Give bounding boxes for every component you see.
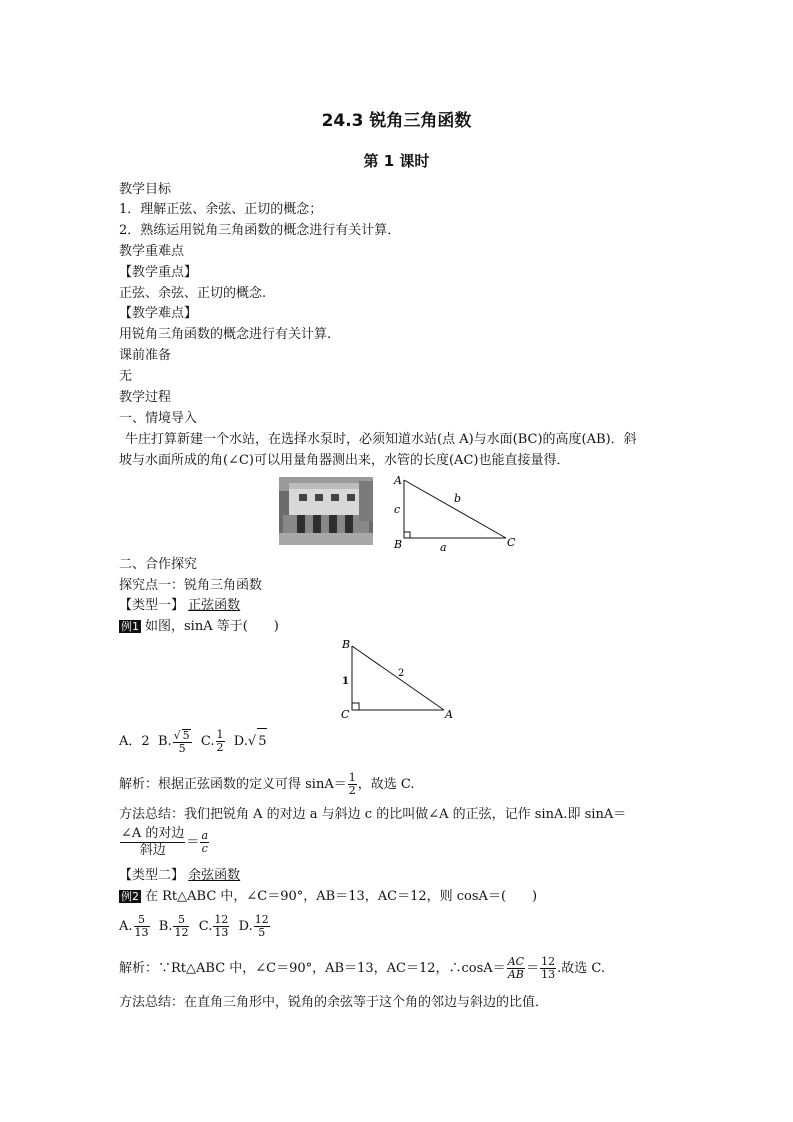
example-1-analysis: 解析：根据正弦函数的定义可得 sinA＝ $\frac{1}{2}$ ，故选 C.: [119, 771, 415, 797]
example-1-tag: 例1: [121, 620, 139, 633]
figure2-hypotenuse-label: 2: [398, 668, 405, 679]
figure1-label-c: c: [394, 503, 401, 516]
figure2-label-B: B: [342, 638, 351, 651]
prep-heading: 课前准备: [119, 348, 172, 363]
type1-label: 【类型一】: [119, 598, 185, 613]
figure2-leg-label: 1: [342, 676, 349, 687]
choice-b-fraction: $\frac{√ 5}{5}$: [173, 728, 190, 755]
goal-item-2: 2．熟练运用锐角三角函数的概念进行有关计算．: [119, 223, 401, 238]
choice-a: A．2: [119, 734, 150, 749]
prep-text: 无: [119, 369, 133, 384]
goal-item-1: 1．理解正弦、余弦、正切的概念；: [119, 202, 323, 217]
figure1-label-A: A: [394, 474, 402, 487]
key-point-label: 【教学重点】: [119, 265, 198, 280]
intro-paragraph-line-1: 牛庄打算新建一个水站，在选择水泵时，必须知道水站(点 A)与水面(BC)的高度(AB)．斜: [125, 432, 637, 447]
example-1: [119, 618, 279, 636]
example-1-method-line-1: 方法总结：我们把锐角 A 的对边 a 与斜边 c 的比叫做∠A 的正弦，记作 sinA.即 sinA＝: [119, 807, 627, 822]
page-title: 24.3 锐角三角函数: [321, 111, 472, 131]
process-heading: 教学过程: [119, 390, 172, 405]
explore-heading: 探究点一：锐角三角函数: [119, 578, 263, 593]
choice-d-radicand: 5: [257, 728, 267, 755]
figure1-label-B: B: [394, 538, 403, 551]
figure1-label-b: b: [454, 492, 462, 505]
pump-station-photo: [279, 477, 373, 545]
example-2-tag: 例2: [121, 890, 139, 903]
figure2-label-A: A: [445, 708, 453, 721]
difficulty-text: 用锐角三角函数的概念进行有关计算.: [119, 327, 332, 342]
example-1-choices: A．2 B. $\frac{√ 5}{5}$ C. $\frac{1}{2}$ D.√ 5: [119, 728, 267, 755]
type2-heading: [119, 867, 240, 885]
figure1-label-C: C: [507, 536, 516, 549]
example-1-text: 如图，sinA 等于( ): [145, 619, 279, 634]
key-point-text: 正弦、余弦、正切的概念.: [119, 286, 267, 301]
figure2-label-C: C: [341, 708, 350, 721]
example-2: [119, 888, 537, 906]
choice-c: C.: [200, 734, 215, 749]
example-1-method-formula: $\frac{\text{∠A 的对边}}{\text{斜边}}$ ＝ $\frac{a}{c}$: [121, 826, 208, 858]
key-heading: 教学重难点: [119, 244, 185, 259]
intro-heading: 一、情境导入: [119, 411, 198, 426]
difficulty-label: 【教学难点】: [119, 306, 198, 321]
choice-b: B.: [157, 734, 172, 749]
choice-d: D.: [233, 734, 248, 749]
type1-name: 正弦函数: [188, 598, 241, 613]
example-2-method: 方法总结：在直角三角形中，锐角的余弦等于这个角的邻边与斜边的比值．: [119, 995, 549, 1010]
page-subtitle: 第 1 课时: [363, 152, 430, 170]
type2-label: 【类型二】: [119, 868, 185, 883]
type2-name: 余弦函数: [188, 868, 241, 883]
figure1-label-a: a: [440, 541, 447, 552]
type1-heading: [119, 597, 240, 615]
coop-heading: 二、合作探究: [119, 557, 198, 572]
example-2-analysis: 解析：∵Rt△ABC 中，∠C＝90°，AB＝13，AC＝12，∴cosA＝ $\frac{AC}{AB}$ ＝ $\frac{12}{13}$ .故选 C.: [119, 955, 605, 981]
goal-heading: 教学目标: [119, 182, 172, 197]
example-2-choices: A. $\frac{5}{13}$ B. $\frac{5}{12}$ C. $\frac{12}{13}$ D. $\frac{12}{5}$: [119, 913, 269, 939]
intro-paragraph-line-2: 坡与水面所成的角(∠C)可以用量角器测出来，水管的长度(AC)也能直接量得．: [119, 453, 570, 468]
triangle-figure-2: [338, 636, 462, 722]
triangle-figure-1: [388, 472, 520, 552]
choice-c-fraction: $\frac{1}{2}$: [216, 728, 224, 754]
example-2-text: 在 Rt△ABC 中，∠C＝90°，AB＝13，AC＝12，则 cosA＝( ): [145, 889, 538, 904]
